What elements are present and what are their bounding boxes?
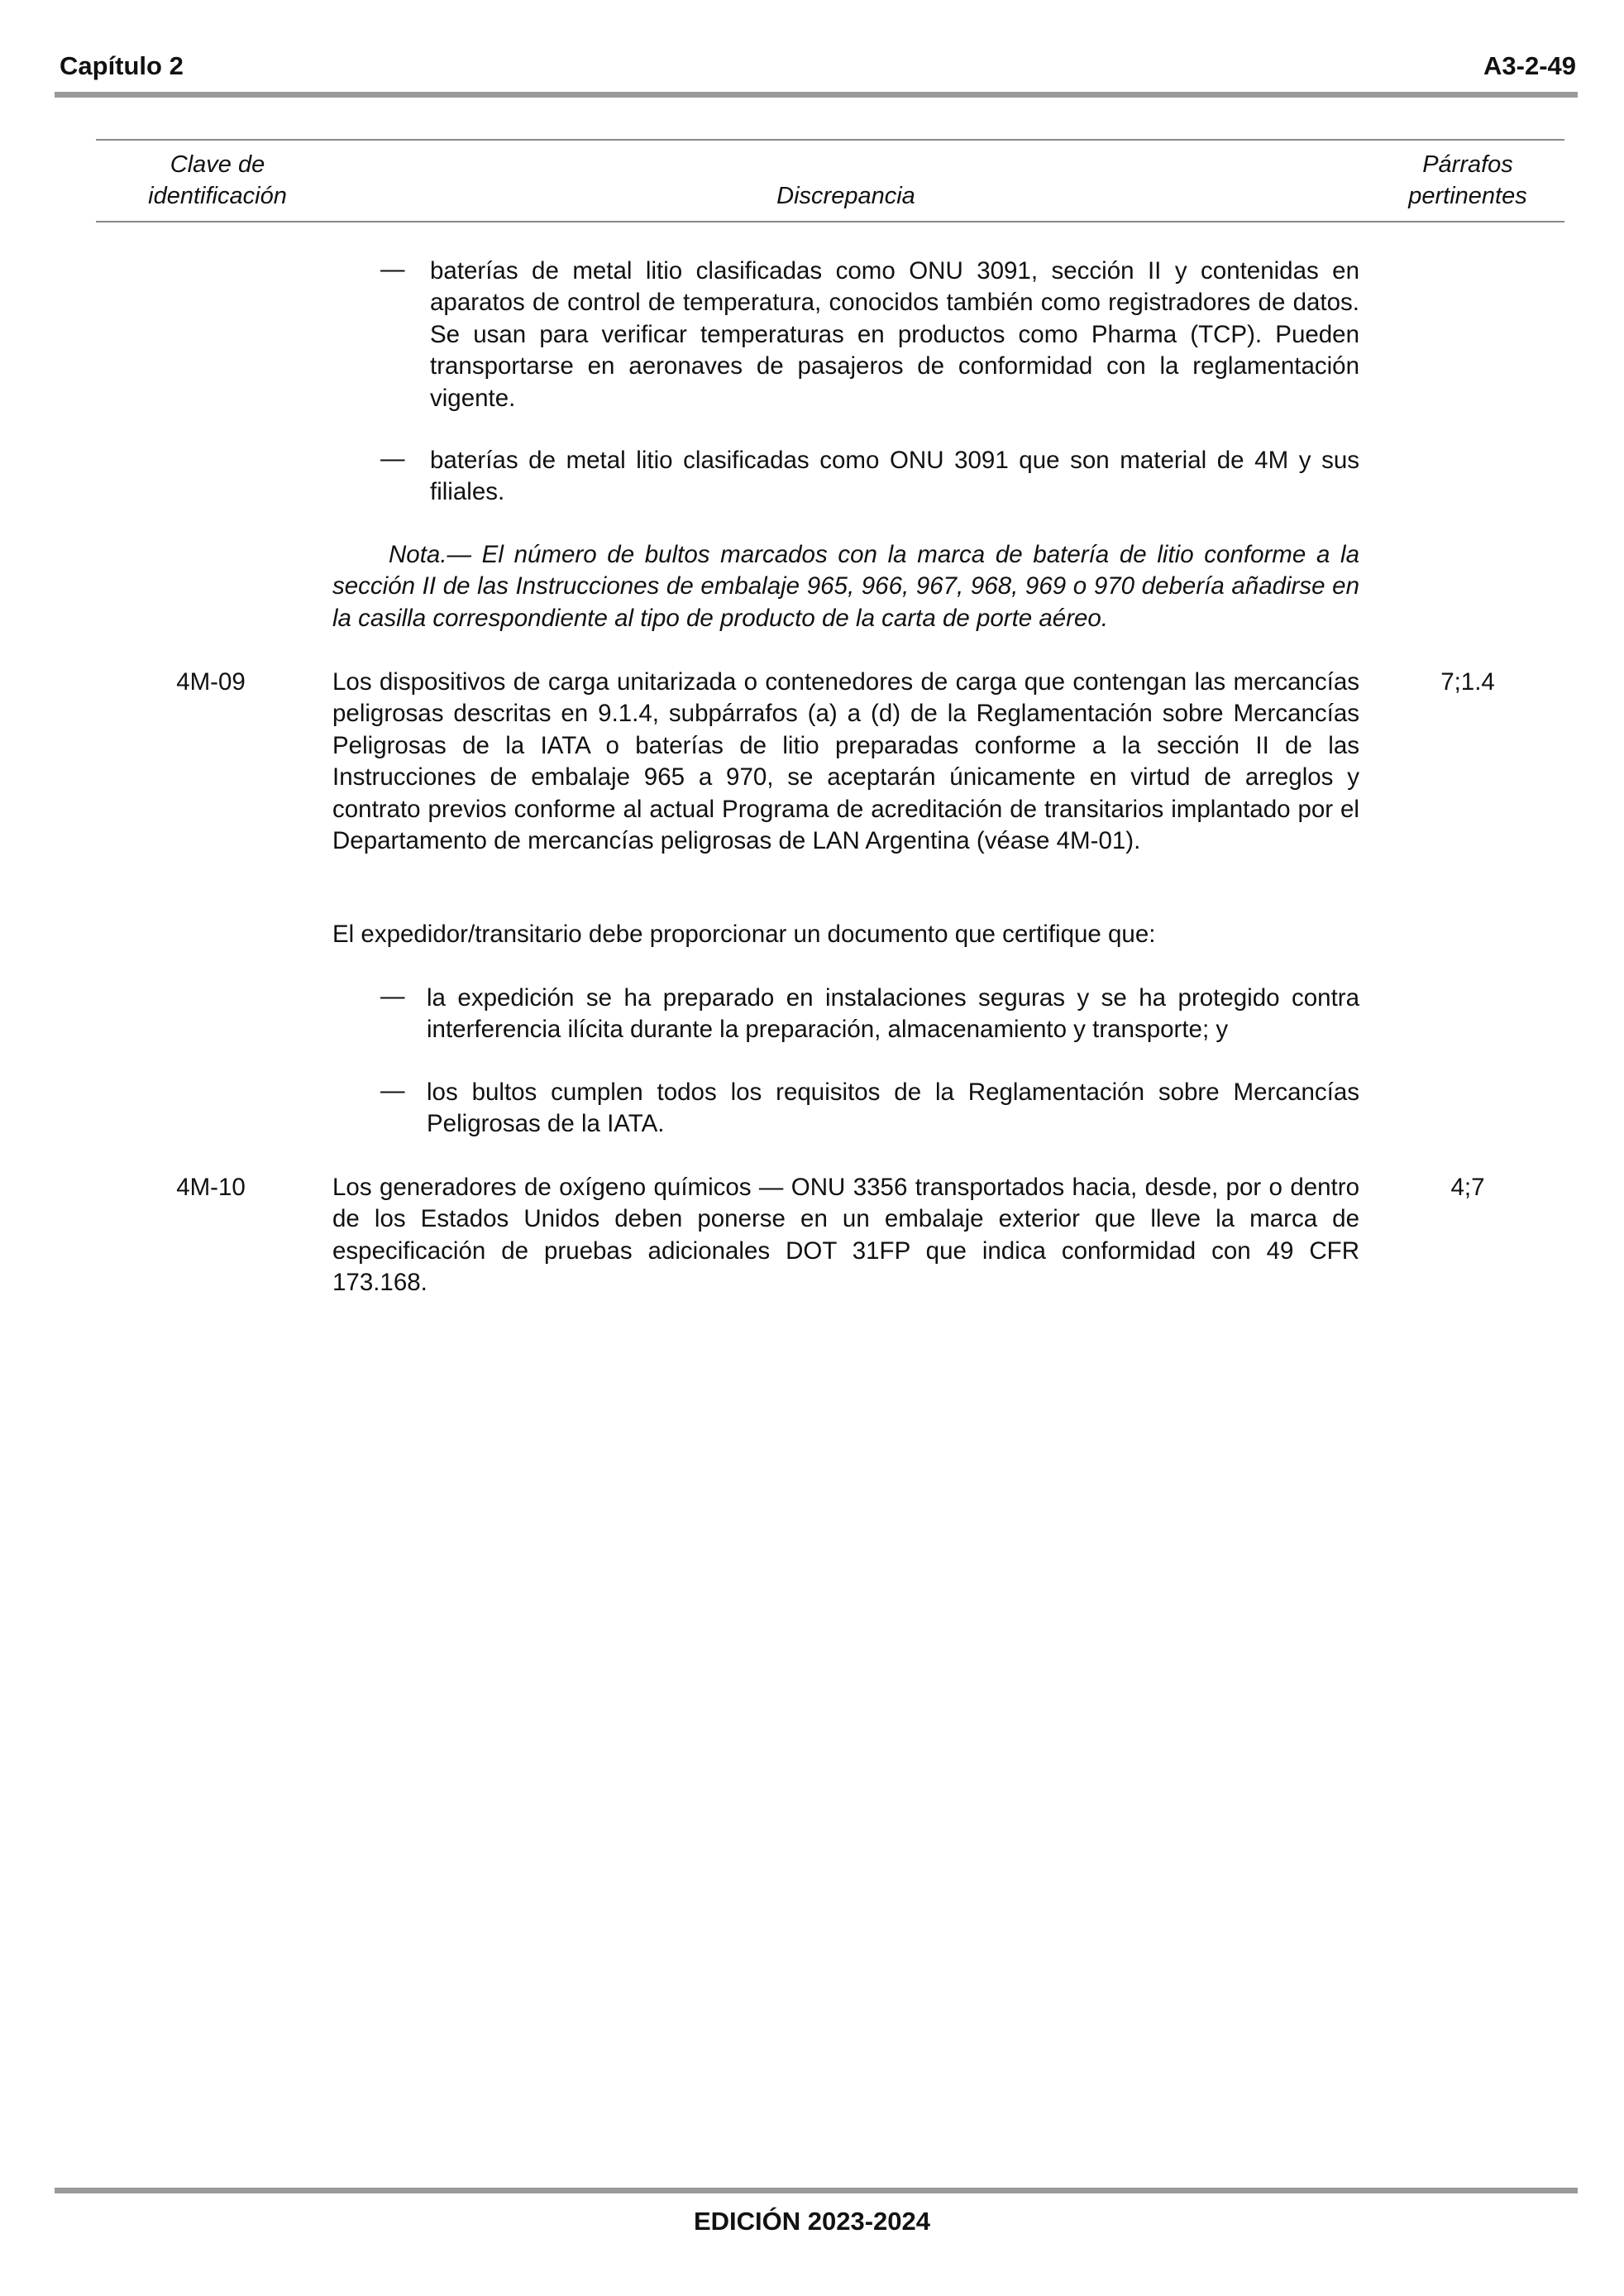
entry-paragraph-4m-10: Los generadores de oxígeno químicos — ONU 3356 transportados hacia, desde, por o dentro de los Estados Unidos deben ponerse en un embalaje exterior que lleve la marca de especificación de pruebas adicionales DOT 31FP que indica conformidad con 49 CFR 173.168.: [332, 1174, 1359, 1297]
entry-refs-4m-10: 4;7: [1450, 1174, 1485, 1201]
column-header-refs-line2: pertinentes: [1408, 183, 1527, 209]
entry-paragraph-4m-09-certify: El expedidor/transitario debe proporcionar un documento que certifique que:: [332, 921, 1156, 948]
bullet-dash: —: [380, 445, 405, 472]
column-header-key: [107, 149, 327, 212]
chapter-title: Capítulo 2: [60, 51, 184, 80]
bullet-text-data-loggers: baterías de metal litio clasificadas como ONU 3091, sección II y contenidas en aparatos de control de temperatura, conocidos también como registradores de datos. Se usan para verificar temperaturas en productos como Pharma (TCP). Pueden transportarse en aeronaves de pasajeros de conformidad con la reglamentación vigente.: [430, 257, 1359, 412]
column-header-refs: [1373, 149, 1563, 212]
bullet-text-iata-requirements: los bultos cumplen todos los requisitos de la Reglamentación sobre Mercancías Peligrosas de la IATA.: [427, 1079, 1359, 1138]
table-header-bottom-rule: [96, 221, 1564, 222]
bullet-text-4m-material: baterías de metal litio clasificadas como ONU 3091 que son material de 4M y sus filiales.: [430, 447, 1359, 506]
bullet-dash: —: [380, 983, 405, 1010]
entry-paragraph-4m-09: Los dispositivos de carga unitarizada o contenedores de carga que contengan las mercancías peligrosas descritas en 9.1.4, subpárrafos (a) a (d) de la Reglamentación sobre Mercancías Peligrosas de la IATA o baterías de litio preparadas conforme a la sección II de las Instrucciones de embalaje 965 a 970, se aceptarán únicamente en virtud de arreglos y contrato previos conforme al actual Programa de acreditación de transitarios implantado por el Departamento de mercancías peligrosas de LAN Argentina (véase 4M-01).: [332, 668, 1359, 855]
edition-footer: EDICIÓN 2023-2024: [693, 2207, 931, 2236]
bullet-text-secure-facilities: la expedición se ha preparado en instalaciones seguras y se ha protegido contra interferencia ilícita durante la preparación, almacenamiento y transporte; y: [427, 984, 1359, 1044]
entry-refs-4m-09: 7;1.4: [1440, 668, 1495, 696]
column-header-key-line2: identificación: [148, 183, 287, 209]
bullet-dash: —: [380, 1077, 405, 1104]
table-top-rule: [96, 139, 1564, 141]
entry-key-4m-10: 4M-10: [176, 1174, 246, 1201]
note-text: Nota.— El número de bultos marcados con la marca de batería de litio conforme a la sección II de las Instrucciones de embalaje 965, 966, 967, 968, 969 o 970 debería añadirse en la casilla correspondiente al tipo de producto de la carta de porte aéreo.: [332, 541, 1359, 632]
bullet-dash: —: [380, 256, 405, 283]
entry-key-4m-09: 4M-09: [176, 668, 246, 696]
column-header-refs-line1: Párrafos: [1422, 151, 1513, 178]
column-header-key-line1: Clave de: [170, 151, 265, 178]
page-header: [55, 46, 1576, 79]
note-paragraph: [332, 539, 1359, 634]
header-rule: [55, 92, 1578, 98]
column-header-discrepancy: Discrepancia: [776, 183, 915, 209]
page-number: A3-2-49: [1483, 51, 1576, 80]
footer-rule: [55, 2188, 1578, 2193]
